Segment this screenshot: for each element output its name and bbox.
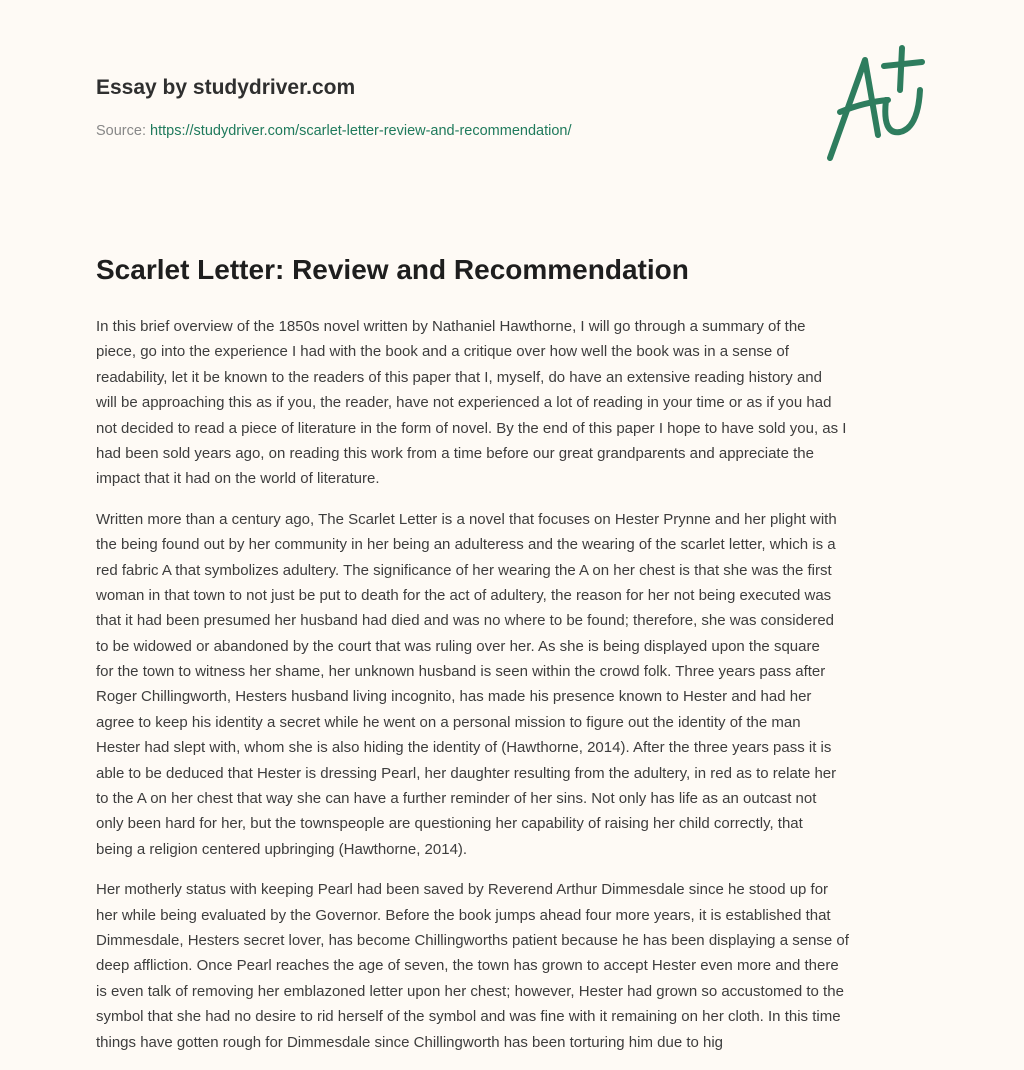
paragraph-line: to be widowed or abandoned by the court that was ruling over her. As she is being displayed upon the square (96, 637, 820, 655)
paragraph-line: red fabric A that symbolizes adultery. The significance of her wearing the A on her chest is that she was the first (96, 561, 832, 579)
paragraph-line: impact that it had on the world of literature. (96, 470, 380, 488)
paragraph-line: not decided to read a piece of literature in the form of novel. By the end of this paper I hope to have sold you, as I (96, 419, 847, 437)
paragraph-line: readability, let it be known to the readers of this paper that I, myself, do have an extensive reading history and (96, 368, 822, 386)
paragraph-line: woman in that town to not just be put to death for the act of adultery, the reason for her not being executed was (96, 586, 832, 604)
essay-paragraph (96, 877, 936, 1055)
site-brand: Essay by studydriver.com (96, 76, 356, 99)
source-line (96, 123, 571, 139)
paragraph-line: being a religion centered upbringing (Hawthorne, 2014). (96, 840, 468, 858)
paragraph-line: had been sold years ago, on reading this work from a time before our great grandparents and appreciate the (96, 444, 814, 462)
paragraph-line: symbol that she had no desire to rid herself of the symbol and was fine with it remaining on her cloth. In this time (96, 1008, 841, 1026)
paragraph-line: that it had been presumed her husband had died and was no where to be found; therefore, she was considered (96, 612, 835, 630)
paragraph-line: Her motherly status with keeping Pearl had been saved by Reverend Arthur Dimmesdale since he stood up for (96, 881, 829, 899)
paragraph-line: Dimmesdale, Hesters secret lover, has become Chillingworths patient because he has been displaying a sense of (96, 931, 849, 949)
paragraph-line: things have gotten rough for Dimmesdale since Chillingworth has been torturing him due to hig (96, 1033, 724, 1051)
paragraph-line: piece, go into the experience I had with the book and a critique over how well the book was in a sense of (96, 343, 789, 361)
paragraph-line: agree to keep his identity a secret while he went on a personal mission to figure out the identity of the man (96, 713, 801, 731)
paragraph-line: only been hard for her, but the townspeople are questioning her capability of raising her child correctly, that (96, 815, 803, 833)
essay-paragraph (96, 314, 936, 492)
paragraph-line: for the town to witness her shame, her unknown husband is seen within the crowd folk. Three years pass after (96, 663, 826, 681)
essay-paragraph (96, 507, 936, 862)
paragraph-line: is even talk of removing her emblazoned letter upon her chest; however, Hester had grown so accustomed to the (96, 982, 844, 1000)
paragraph-line: will be approaching this as if you, the reader, have not experienced a lot of reading in your time or as if you had (96, 394, 832, 412)
paragraph-line: Hester had slept with, whom she is also hiding the identity of (Hawthorne, 2014). After the three years pass it is (96, 739, 832, 757)
source-label: Source: (96, 123, 146, 139)
paragraph-line: able to be deduced that Hester is dressing Pearl, her daughter resulting from the adultery, in red as to relate her (96, 764, 837, 782)
paragraph-line: In this brief overview of the 1850s novel written by Nathaniel Hawthorne, I will go through a summary of the (96, 318, 806, 335)
essay-body (96, 314, 936, 1070)
paragraph-line: Written more than a century ago, The Scarlet Letter is a novel that focuses on Hester Prynne and her plight with (96, 510, 837, 528)
paragraph-line: her while being evaluated by the Governor. Before the book jumps ahead four more years, it is established that (96, 906, 831, 924)
paragraph-line: deep affliction. Once Pearl reaches the age of seven, the town has grown to accept Hester even more and there (96, 957, 839, 975)
paragraph-line: Roger Chillingworth, Hesters husband living incognito, has made his presence known to Hester and had her (96, 688, 812, 706)
page-title: Scarlet Letter: Review and Recommendation (96, 254, 689, 285)
source-link[interactable]: https://studydriver.com/scarlet-letter-review-and-recommendation/ (150, 123, 572, 139)
paragraph-line: the being found out by her community in her being an adulteress and the wearing of the scarlet letter, which is a (96, 536, 836, 554)
paragraph-line: to the A on her chest that way she can have a further reminder of her sins. Not only has life as an outcast not (96, 790, 817, 808)
a-plus-logo-icon (820, 40, 930, 165)
